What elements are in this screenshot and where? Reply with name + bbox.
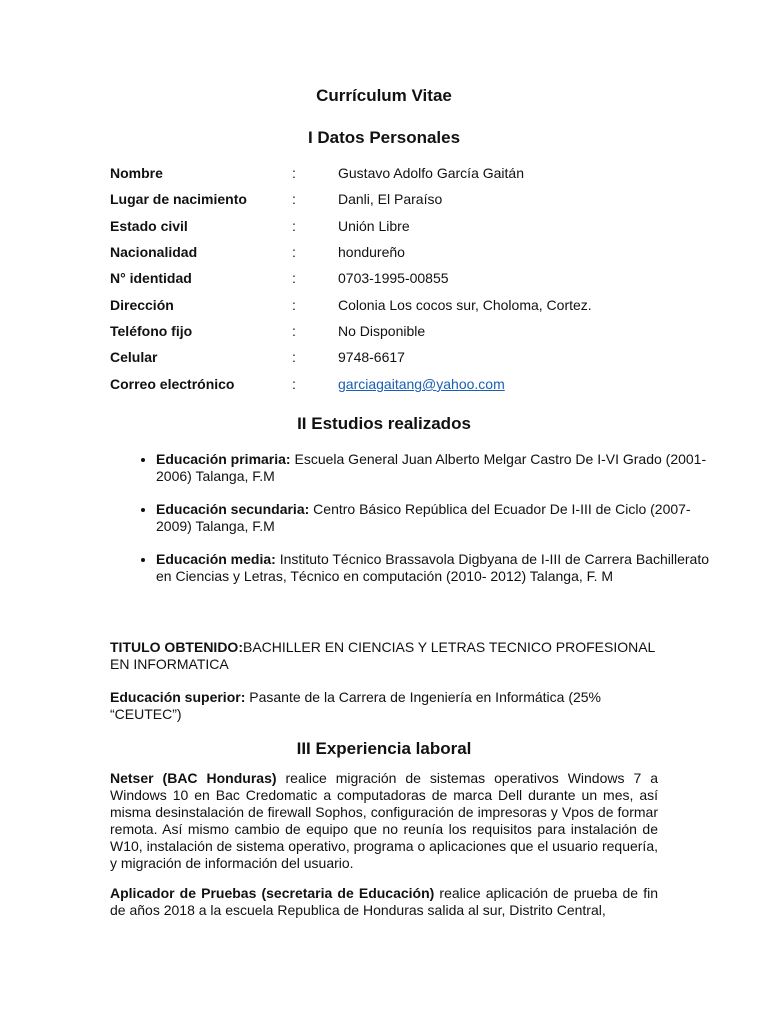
study-label: Educación secundaria: (156, 501, 310, 517)
row-key: N° identidad (110, 270, 192, 286)
experience-paragraph (110, 885, 658, 919)
row-value: hondureño (338, 244, 405, 260)
experience-label: Aplicador de Pruebas (secretaria de Educación) (110, 885, 435, 901)
row-value: 9748-6617 (338, 349, 405, 365)
row-key: Nacionalidad (110, 244, 198, 260)
row-key: Correo electrónico (110, 376, 235, 392)
row-key: Celular (110, 349, 158, 365)
email-link[interactable]: garciagaitang@yahoo.com (338, 376, 505, 392)
list-item (156, 451, 716, 485)
degree-paragraph (110, 639, 658, 673)
section-heading-experience: III Experiencia laboral (296, 739, 472, 758)
row-value: Colonia Los cocos sur, Choloma, Cortez. (338, 297, 592, 313)
row-separator: : (292, 218, 296, 234)
study-label: Educación media: (156, 551, 276, 567)
row-separator: : (292, 191, 296, 207)
row-key: Nombre (110, 165, 163, 181)
section-heading-studies: II Estudios realizados (297, 414, 471, 433)
degree-text: BACHILLER EN CIENCIAS Y LETRAS TECNICO PROFESIONAL EN INFORMATICA (110, 639, 655, 672)
row-key: Estado civil (110, 218, 188, 234)
row-separator: : (292, 244, 296, 260)
experience-text: realice aplicación de prueba de fin de años 2018 a la escuela Republica de Honduras salida al sur, Distrito Central, (110, 885, 658, 918)
study-text: Instituto Técnico Brassavola Digbyana de I-III de Carrera Bachillerato en Ciencias y Letras, Técnico en computación (2010- 2012) Talanga, F. M (156, 551, 709, 584)
row-separator: : (292, 270, 296, 286)
row-value: Danli, El Paraíso (338, 191, 443, 207)
experience-paragraph (110, 770, 658, 872)
row-key: Dirección (110, 297, 174, 313)
study-text: Centro Básico República del Ecuador De I-III de Ciclo (2007-2009) Talanga, F.M (156, 501, 691, 534)
list-item (156, 551, 716, 585)
study-text: Escuela General Juan Alberto Melgar Castro De I-VI Grado (2001-2006) Talanga, F.M (156, 451, 707, 484)
studies-list (110, 451, 716, 601)
degree-label: TITULO OBTENIDO: (110, 639, 243, 655)
row-separator: : (292, 349, 296, 365)
list-item (156, 501, 716, 535)
row-key: Teléfono fijo (110, 323, 193, 339)
row-value: No Disponible (338, 323, 426, 339)
row-separator: : (292, 323, 296, 339)
higher-label: Educación superior: (110, 689, 246, 705)
document-title: Currículum Vitae (316, 86, 452, 105)
row-value: Unión Libre (338, 218, 410, 234)
section-heading-personal: I Datos Personales (307, 128, 461, 147)
experience-text: realice migración de sistemas operativos Windows 7 a Windows 10 en Bac Credomatic a computadoras de marca Dell durante un mes, así misma desinstalación de firewall Sophos, configuración de impresoras y Vpos de formar remota. Así mismo cambio de equipo que no reunía los requisitos para instalación de W10, instalación de sistema operativo, programa o aplicaciones que el usuario requería, y migración de información del usuario. (110, 770, 659, 871)
row-separator: : (292, 165, 296, 181)
experience-label: Netser (BAC Honduras) (110, 770, 277, 786)
higher-text: Pasante de la Carrera de Ingeniería en Informática (25% “CEUTEC”) (110, 689, 602, 722)
row-key: Lugar de nacimiento (110, 191, 247, 207)
higher-education-paragraph (110, 689, 640, 723)
row-separator: : (292, 297, 296, 313)
row-separator: : (292, 376, 296, 392)
row-value: Gustavo Adolfo García Gaitán (338, 165, 524, 181)
row-value: 0703-1995-00855 (338, 270, 449, 286)
study-label: Educación primaria: (156, 451, 291, 467)
